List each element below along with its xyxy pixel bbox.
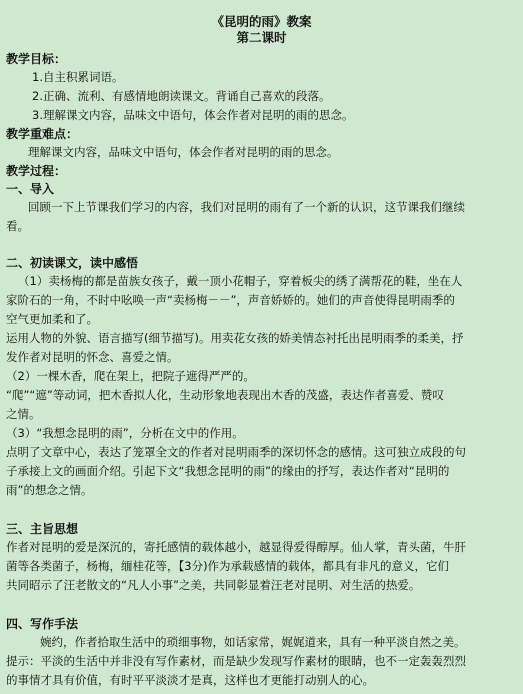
goal-item: 3.理解课文内容，品味文中语句，体会作者对昆明的雨的思念。 (32, 108, 354, 122)
reading-line: “爬”“遮”等动词，把木香拟人化，生动形象地表现出木香的茂盛，表达作者喜爱、赞叹 (6, 388, 444, 402)
section-heading-theme: 三、主旨思想 (6, 522, 79, 536)
document-title: 《昆明的雨》教案 (211, 14, 312, 29)
goal-item: 1.自主积累词语。 (32, 70, 124, 84)
reading-line: 子承接上文的画面介绍。引起下文“我想念昆明的雨”的缘由的抒写，表达作者对“昆明的 (6, 464, 450, 478)
theme-line: 作者对昆明的爱是深沉的，寄托感情的载体越小，越显得爱得醇厚。仙人掌，青头菌，牛肝 (6, 540, 466, 554)
goals-heading: 教学目标： (6, 52, 67, 66)
reading-line: 空气更加柔和了。 (6, 312, 98, 326)
key-points-heading: 教学重难点： (6, 127, 79, 141)
spacer (6, 236, 517, 254)
spacer (6, 595, 517, 615)
intro-text-line: 看。 (6, 219, 29, 233)
theme-line: 共同昭示了汪老散文的“凡人小事”之美，共同彰显着汪老对昆明、对生活的热爱。 (6, 578, 421, 592)
writing-line: 的事情才具有价值，有时平平淡淡才是真，这样也才更能打动别人的心。 (6, 673, 374, 687)
spacer (6, 500, 517, 520)
reading-line: （1）卖杨梅的都是苗族女孩子，戴一顶小花帽子，穿着板尖的绣了满帮花的鞋，坐在人 (18, 274, 463, 288)
reading-line: （2）一棵木香，爬在架上，把院子遮得严严的。 (6, 369, 255, 383)
reading-line: 雨”的想念之情。 (6, 483, 93, 497)
writing-line: 提示：平淡的生活中并非没有写作素材，而是缺少发现写作素材的眼睛，也不一定轰轰烈烈 (6, 654, 466, 668)
theme-line: 菌等各类菌子，杨梅，缅桂花等，【3分)作为承载感情的载体，都具有非凡的意义，它们 (6, 559, 450, 573)
reading-line: 发作者对昆明的怀念、喜爱之情。 (6, 350, 179, 364)
process-heading: 教学过程： (6, 164, 67, 178)
section-heading-intro: 一、导入 (6, 182, 55, 196)
section-heading-reading: 二、初读课文，读中感悟 (6, 256, 139, 270)
reading-line: 运用人物的外貌、语言描写(细节描写)。用卖花女孩的娇美情态衬托出昆明雨季的柔美，抒 (6, 331, 464, 345)
reading-line: 家阶石的一角，不时中吆唤一声“卖杨梅－－”，声音娇娇的。她们的声音使得昆明雨季的 (6, 293, 455, 307)
document-subtitle: 第二课时 (236, 30, 287, 45)
key-points-text: 理解课文内容，品味文中语句，体会作者对昆明的雨的思念。 (28, 145, 339, 159)
writing-line: 婉约，作者拾取生活中的琐细事物，如话家常，娓娓道来，具有一种平淡自然之美。 (40, 635, 466, 649)
reading-line: 点明了文章中心，表达了笼罩全文的作者对昆明雨季的深切怀念的感情。这可独立成段的句 (6, 445, 466, 459)
intro-text-line: 回顾一下上节课我们学习的内容，我们对昆明的雨有了一个新的认识，这节课我们继续 (28, 200, 465, 214)
reading-line: 之情。 (6, 407, 41, 421)
section-heading-writing: 四、写作手法 (6, 617, 79, 631)
reading-line: （3）“我想念昆明的雨”，分析在文中的作用。 (6, 426, 244, 440)
goal-item: 2.正确、流利、有感情地朗读课文。背诵自己喜欢的段落。 (32, 89, 331, 103)
